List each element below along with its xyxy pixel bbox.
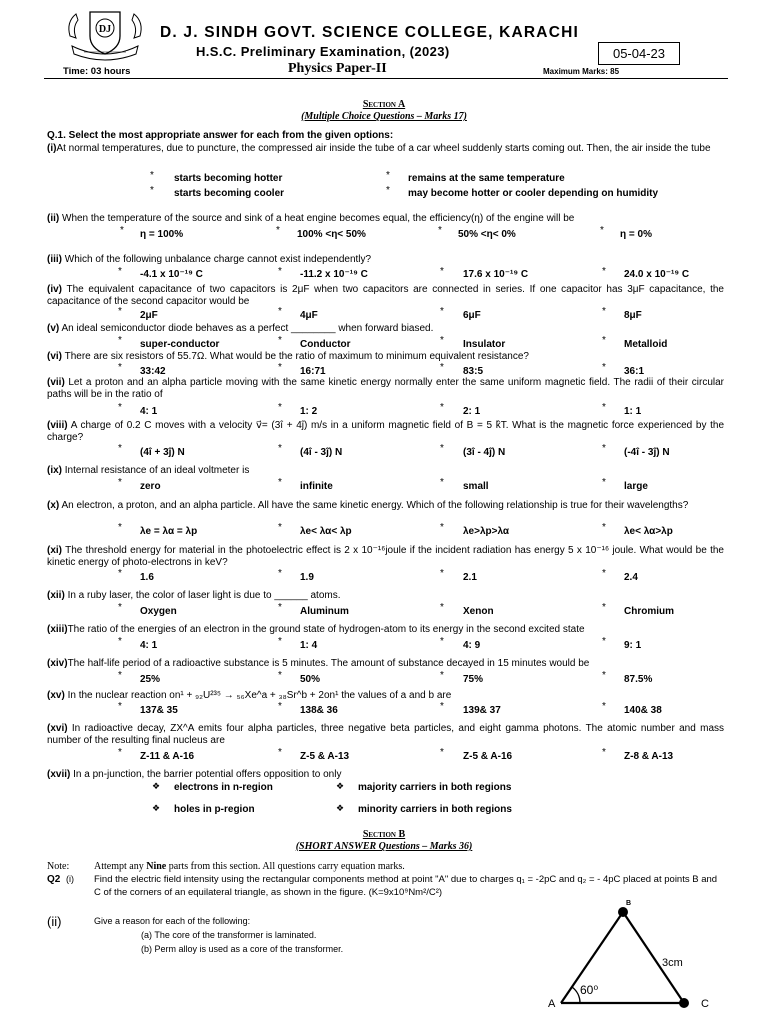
bullet-icon: *	[440, 670, 444, 681]
bullet-icon: *	[278, 335, 282, 346]
q2-ii-label: (ii)	[47, 914, 62, 929]
bullet-icon: *	[278, 670, 282, 681]
bullet-icon: *	[118, 362, 122, 373]
bullet-icon: *	[602, 402, 606, 413]
option: 4: 1	[140, 406, 158, 417]
option: Metalloid	[624, 339, 668, 350]
bullet-icon: *	[602, 670, 606, 681]
question-xii: (xii) In a ruby laser, the color of laser light is due to ______ atoms.	[47, 590, 341, 601]
option: -11.2 x 10⁻¹⁹ C	[300, 269, 368, 280]
question-vii: (vii) Let a proton and an alpha particle moving with the same kinetic energy normally enter the same uniform magnetic field. The radii of their circular paths will be in the ratio of	[47, 377, 725, 400]
option: η = 0%	[620, 229, 652, 240]
side-length-label: 3cm	[662, 957, 683, 969]
bullet-icon: *	[118, 335, 122, 346]
option: remains at the same temperature	[408, 173, 565, 184]
bullet-icon: *	[150, 170, 154, 181]
bullet-icon: *	[118, 266, 122, 277]
time-allowed: Time: 03 hours	[63, 66, 131, 77]
section-b-subtitle: (SHORT ANSWER Questions – Marks 36)	[295, 841, 473, 852]
bullet-icon: *	[602, 335, 606, 346]
paper-title: Physics Paper-II	[288, 61, 387, 76]
option: 1: 2	[300, 406, 318, 417]
diamond-bullet-icon: ❖	[152, 781, 161, 791]
exam-date: 05-04-23	[598, 42, 680, 65]
exam-title: H.S.C. Preliminary Examination, (2023)	[196, 44, 450, 59]
option: 139& 37	[463, 705, 501, 716]
bullet-icon: *	[440, 568, 444, 579]
bullet-icon: *	[118, 670, 122, 681]
q2-text: Find the electric field intensity using the rectangular components method at point "A" due to charges q₁ = -2pC and q₂ = - 4pC placed at points B and C of the corners of an equilateral triangle, as shown in the figure. (K=9x10⁹Nm²/C²)	[94, 874, 718, 898]
bullet-icon: *	[440, 477, 444, 488]
option: 2.4	[624, 572, 638, 583]
maximum-marks: Maximum Marks: 85	[543, 67, 620, 76]
option: starts becoming cooler	[174, 188, 285, 199]
option: Z-5 & A-13	[300, 751, 350, 762]
diamond-bullet-icon: ❖	[336, 803, 345, 813]
option: λe< λα< λp	[300, 526, 352, 537]
option: holes in p-region	[174, 804, 255, 815]
bullet-icon: *	[118, 477, 122, 488]
note-text: Attempt any Nine parts from this section. All questions carry equation marks.	[94, 861, 405, 872]
bullet-icon: *	[118, 568, 122, 579]
option: Conductor	[300, 339, 351, 350]
bullet-icon: *	[602, 362, 606, 373]
question-i: (i)At normal temperatures, due to puncture, the compressed air inside the tube of a car wheel suddenly starts coming out. Then, the air inside the tube	[47, 143, 711, 154]
bullet-icon: *	[278, 636, 282, 647]
bullet-icon: *	[440, 402, 444, 413]
option: Z-5 & A-16	[463, 751, 513, 762]
option: 75%	[463, 674, 484, 685]
question-xv: (xv) In the nuclear reaction on¹ + ₉₂U²³⁵ → ₅₆Xe^a + ₃₈Sr^b + 2on¹ the values of a and b are	[47, 690, 452, 701]
bullet-icon: *	[278, 602, 282, 613]
option: -4.1 x 10⁻¹⁹ C	[140, 269, 203, 280]
bullet-icon: *	[440, 266, 444, 277]
bullet-icon: *	[440, 602, 444, 613]
option: Aluminum	[300, 606, 349, 617]
option: λe = λα = λp	[140, 526, 198, 537]
label-b: B	[626, 900, 632, 907]
bullet-icon: *	[278, 747, 282, 758]
option: 2.1	[463, 572, 477, 583]
bullet-icon: *	[602, 602, 606, 613]
header-divider	[44, 78, 728, 79]
diamond-bullet-icon: ❖	[336, 781, 345, 791]
question-xiii: (xiii)The ratio of the energies of an electron in the ground state of hydrogen-atom to its energy in the second excited state	[47, 624, 585, 635]
option: η = 100%	[140, 229, 184, 240]
option: 87.5%	[624, 674, 653, 685]
bullet-icon: *	[440, 443, 444, 454]
college-name: D. J. SINDH GOVT. SCIENCE COLLEGE, KARACHI	[160, 24, 579, 41]
bullet-icon: *	[118, 602, 122, 613]
bullet-icon: *	[386, 170, 390, 181]
bullet-icon: *	[600, 225, 604, 236]
option: 1: 4	[300, 640, 318, 651]
option: (4î + 3ĵ) N	[140, 447, 185, 458]
section-a-subtitle: (Multiple Choice Questions – Marks 17)	[301, 111, 467, 122]
bullet-icon: *	[118, 522, 122, 533]
option: large	[624, 481, 648, 492]
bullet-icon: *	[386, 185, 390, 196]
question-xiv: (xiv)The half-life period of a radioactive substance is 5 minutes. The amount of substance decayed in 15 minutes would be	[47, 658, 590, 669]
question-xi: (xi) The threshold energy for material in the photoelectric effect is 2 x 10⁻¹⁶joule if the incident radiation has energy 5 x 10⁻¹⁶ joule. What would be the kinetic energy of photo-electrons in keV?	[47, 545, 724, 568]
option: Insulator	[463, 339, 506, 350]
question-xvii: (xvii) In a pn-junction, the barrier potential offers opposition to only	[47, 769, 342, 780]
option: zero	[140, 481, 161, 492]
bullet-icon: *	[438, 225, 442, 236]
bullet-icon: *	[440, 636, 444, 647]
option: minority carriers in both regions	[358, 804, 512, 815]
option: Xenon	[463, 606, 494, 617]
option: electrons in n-region	[174, 782, 273, 793]
bullet-icon: *	[602, 522, 606, 533]
diamond-bullet-icon: ❖	[152, 803, 161, 813]
svg-text:DJ: DJ	[98, 24, 112, 35]
charge-b-dot	[618, 907, 628, 917]
option: 6μF	[463, 310, 481, 321]
college-logo-icon	[64, 6, 146, 64]
bullet-icon: *	[118, 306, 122, 317]
question-x: (x) An electron, a proton, and an alpha particle. All have the same kinetic energy. Which of the following relationship is true for their wavelengths?	[47, 500, 689, 511]
option: small	[463, 481, 489, 492]
bullet-icon: *	[118, 402, 122, 413]
option: 2μF	[140, 310, 158, 321]
question-iii: (iii) Which of the following unbalance charge cannot exist independently?	[47, 254, 372, 265]
bullet-icon: *	[278, 477, 282, 488]
option: 25%	[140, 674, 161, 685]
bullet-icon: *	[278, 306, 282, 317]
bullet-icon: *	[278, 402, 282, 413]
q2-label: Q2	[47, 874, 61, 885]
option: Chromium	[624, 606, 674, 617]
option: 33:42	[140, 366, 166, 377]
option: 1: 1	[624, 406, 642, 417]
bullet-icon: *	[440, 747, 444, 758]
angle-arc	[572, 987, 580, 1003]
bullet-icon: *	[440, 522, 444, 533]
question-viii: (viii) A charge of 0.2 C moves with a velocity v⃗= (3î + 4ĵ) m/s in a uniform magnetic field of B = 5 k̂T. What is the magnetic force experienced by the charge?	[47, 420, 725, 443]
label-c: C	[701, 998, 709, 1010]
bullet-icon: *	[118, 636, 122, 647]
bullet-icon: *	[602, 306, 606, 317]
option: 2: 1	[463, 406, 481, 417]
bullet-icon: *	[118, 443, 122, 454]
option: Oxygen	[140, 606, 177, 617]
option: 24.0 x 10⁻¹⁹ C	[624, 269, 690, 280]
bullet-icon: *	[440, 362, 444, 373]
option: 9: 1	[624, 640, 642, 651]
option: 36:1	[624, 366, 645, 377]
option: infinite	[300, 481, 333, 492]
bullet-icon: *	[440, 335, 444, 346]
option: 1.6	[140, 572, 154, 583]
option: 16:71	[300, 366, 326, 377]
q2-ii-text: Give a reason for each of the following:	[94, 916, 251, 926]
option: 50% <η< 0%	[458, 229, 516, 240]
option: 140& 38	[624, 705, 662, 716]
bullet-icon: *	[276, 225, 280, 236]
bullet-icon: *	[278, 701, 282, 712]
option: 100% <η< 50%	[297, 229, 366, 240]
question-xvi: (xvi) In radioactive decay, ZX^A emits four alpha particles, three negative beta particles, and eight gamma photons. The atomic number and mass number of the resulting final nucleus are	[47, 723, 725, 746]
option: 17.6 x 10⁻¹⁹ C	[463, 269, 529, 280]
option: 4: 9	[463, 640, 481, 651]
q2-ii-b: (b) Perm alloy is used as a core of the transformer.	[141, 944, 344, 954]
bullet-icon: *	[278, 568, 282, 579]
q2-part: (i)	[66, 874, 74, 884]
option: Z-8 & A-13	[624, 751, 674, 762]
bullet-icon: *	[440, 306, 444, 317]
option: super-conductor	[140, 339, 220, 350]
option: 1.9	[300, 572, 314, 583]
question-v: (v) An ideal semiconductor diode behaves as a perfect ________ when forward biased.	[47, 323, 434, 334]
bullet-icon: *	[278, 443, 282, 454]
bullet-icon: *	[120, 225, 124, 236]
bullet-icon: *	[602, 568, 606, 579]
option: λe< λα>λp	[624, 526, 673, 537]
option: 4: 1	[140, 640, 158, 651]
bullet-icon: *	[150, 185, 154, 196]
bullet-icon: *	[602, 477, 606, 488]
instruction: Q.1. Select the most appropriate answer for each from the given options:	[47, 130, 394, 141]
bullet-icon: *	[118, 747, 122, 758]
note-label: Note:	[47, 861, 70, 872]
option: 137& 35	[140, 705, 178, 716]
option: starts becoming hotter	[174, 173, 283, 184]
bullet-icon: *	[602, 747, 606, 758]
bullet-icon: *	[602, 443, 606, 454]
bullet-icon: *	[602, 636, 606, 647]
bullet-icon: *	[278, 266, 282, 277]
bullet-icon: *	[278, 362, 282, 373]
question-ii: (ii) When the temperature of the source and sink of a heat engine becomes equal, the efficiency(η) of the engine will be	[47, 213, 575, 224]
option: 8μF	[624, 310, 642, 321]
option: may become hotter or cooler depending on humidity	[408, 188, 659, 199]
option: 4μF	[300, 310, 318, 321]
option: Z-11 & A-16	[140, 751, 195, 762]
question-iv: (iv) The equivalent capacitance of two capacitors is 2μF when two capacitors are connected in series. If one capacitor has 3μF capacitance, the capacitance of the second capacitor would be	[47, 284, 724, 307]
bullet-icon: *	[118, 701, 122, 712]
angle-label: 60⁰	[580, 983, 599, 997]
bullet-icon: *	[602, 701, 606, 712]
option: (4î - 3ĵ) N	[300, 447, 343, 458]
bullet-icon: *	[602, 266, 606, 277]
charge-c-dot	[679, 998, 689, 1008]
section-b-title: Section B	[362, 829, 406, 840]
question-ix: (ix) Internal resistance of an ideal voltmeter is	[47, 465, 250, 476]
option: (3î - 4ĵ) N	[463, 447, 506, 458]
option: majority carriers in both regions	[358, 782, 512, 793]
option: 50%	[300, 674, 321, 685]
q2-ii-a: (a) The core of the transformer is laminated.	[141, 930, 317, 940]
option: λe>λp>λα	[463, 526, 510, 537]
option: (-4î - 3ĵ) N	[624, 447, 670, 458]
section-a-title: Section A	[362, 99, 406, 110]
bullet-icon: *	[278, 522, 282, 533]
option: 83:5	[463, 366, 484, 377]
bullet-icon: *	[440, 701, 444, 712]
question-vi: (vi) There are six resistors of 55.7Ω. What would be the ratio of maximum to minimum equivalent resistance?	[47, 351, 529, 362]
label-a: A	[548, 998, 556, 1010]
option: 138& 36	[300, 705, 338, 716]
